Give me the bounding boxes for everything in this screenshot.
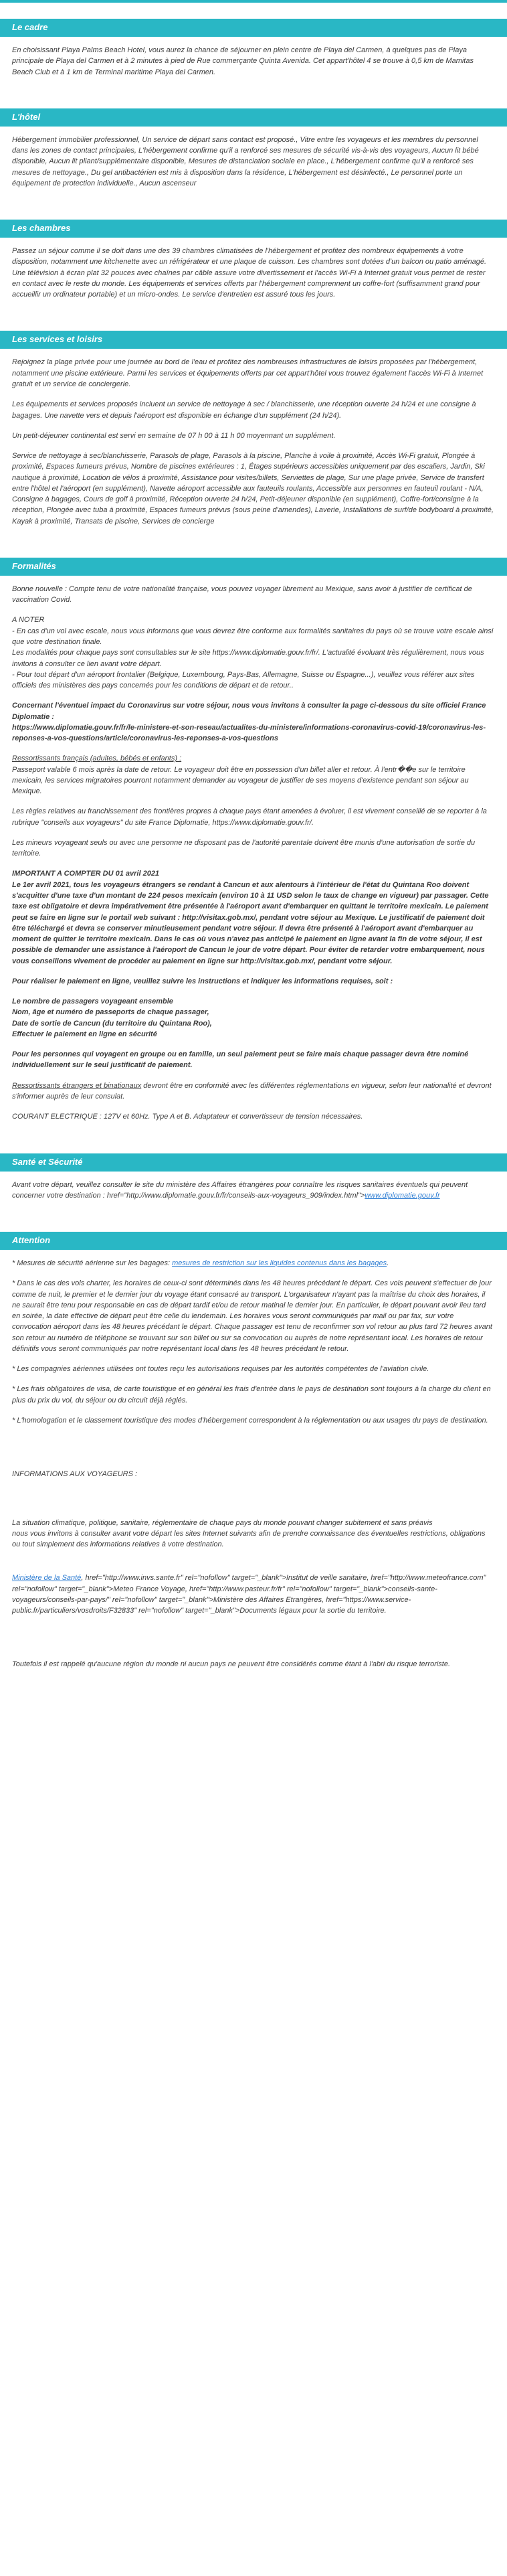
section-sante-securite bbox=[0, 1153, 507, 1202]
sites-utiles-links bbox=[12, 1573, 495, 1616]
services-intro: Rejoignez la plage privée pour une journée au bord de l'eau et profitez des nombreuses infrastructures de loisirs proposées par l'hébergement, notamment une piscine extérieure. Parmi les services et équipements offerts par cet appart'hôtel vous trouvez également l'accès Wi-Fi à Internet gratuit et un service de conciergerie. bbox=[12, 358, 484, 388]
formalites-bonne-nouvelle: Bonne nouvelle : Compte tenu de votre nationalité française, vous pouvez voyager librement au Mexique, sans avoir à justifier de certificat de vaccination Covid. bbox=[12, 584, 472, 605]
top-accent-bar bbox=[0, 0, 507, 3]
visitax-notice: Le 1er avril 2021, tous les voyageurs étrangers se rendant à Cancun et aux alentours à l'intérieur de l'état du Quintana Roo doivent s'acquitter d'une taxe d'un montant de 224 pesos mexicain (environ 10 à 11 USD selon le taux de change en vigueur) par passager. Cette taxe est obligatoire et devra impérativement être présentée à l'aéroport avant d'embarquer en quittant le territoire mexicain. Le paiement peut se faire en ligne sur le portail web suivant : http://visitax.gob.mx/, pendant votre séjour au Mexique. Le justificatif de paiement doit être téléchargé et devra se conserver minutieusement pendant votre séjour. Il devra être présenté à l'aéroport avant d'embarquer au moment de quitter le territoire mexicain. Dans le cas où vous n'avez pas anticipé le paiement en ligne avant la fin de votre séjour, il est possible de demander une assistance à l'aéroport de Cancun le jour de votre départ. Pour éviter de retarder votre embarquement, nous vous conseillons vivement de procéder au paiement en ligne sur http://visitax.gob.mx/, pendant votre séjour. bbox=[12, 880, 489, 965]
formalites-a-noter-block bbox=[12, 615, 495, 691]
section-attention bbox=[0, 1232, 507, 1616]
sites-utiles-raw-text: , href="http://www.invs.sante.fr" rel="nofollow" target="_blank">Institut de veille sanitaire, href="http://www.meteofrance.com" rel="nofollow" target="_blank">Meteo France Voyage, href="http://www.pasteur.fr/fr" rel="nofollow" target="_blank">conseils-sante-voyageurs/conseils-par-pays/" rel="nofollow" target="_blank">Ministère des Affaires Etrangères, href="https://www.service-public.fr/particuliers/vosdroits/F32833" rel="nofollow" target="_blank">Documents légaux pour la sortie du territoire. bbox=[12, 1574, 486, 1615]
paiement-item-identite: Nom, âge et numéro de passeports de chaque passager, bbox=[12, 1008, 209, 1017]
restriction-liquides-link[interactable]: mesures de restriction sur les liquides contenus dans les bagages bbox=[172, 1259, 387, 1268]
section-title-services-loisirs: Les services et loisirs bbox=[12, 334, 103, 345]
compagnies-aeriennes-notice: * Les compagnies aériennes utilisées ont toutes reçu les autorisations requises par les autorités compétentes de l'aviation civile. bbox=[12, 1365, 429, 1374]
ressortissants-francais-heading: Ressortissants français (adultes, bébés et enfants) : bbox=[12, 754, 182, 763]
bagages-notice bbox=[12, 1258, 495, 1269]
homologation-notice: * L'homologation et le classement touristique des modes d'hébergement correspondent à la réglementation ou aux usages du pays de destination. bbox=[12, 1416, 488, 1425]
chambres-description: Passez un séjour comme il se doit dans une des 39 chambres climatisées de l'hébergement et profitez des nombreux équipements à votre disposition, notamment une kitchenette avec un réfrigérateur et une plaque de cuisson. Les chambres sont dotées d'un balcon ou patio aménagé. Une télévision à écran plat 32 pouces avec chaînes par câble assure votre divertissement et l'accès Wi-Fi à Internet gratuit vous permet de rester en contact avec le reste du monde. Les équipements et services offerts par l'hébergement comprennent un coffre-fort (suffisamment grand pour accueillir un ordinateur portable) et un micro-ondes. Le service d'entretien est assuré tous les jours. bbox=[12, 247, 487, 299]
ressortissants-etrangers-label: Ressortissants étrangers et binationaux bbox=[12, 1081, 142, 1090]
section-header-le-cadre bbox=[0, 19, 507, 37]
formalites-important-block bbox=[12, 868, 495, 966]
paiement-item-date-sortie: Date de sortie de Cancun (du territoire du Quintana Roo), bbox=[12, 1019, 212, 1028]
passeport-conditions: Passeport valable 6 mois après la date de retour. Le voyageur doit être en possession d'un billet aller et retour. À l'entr��e sur le territoire mexicain, les services migratoires pourront notamment demander au voyageur de justifier de ses moyens d'existence pendant son séjour au Mexique. bbox=[12, 765, 469, 796]
a-noter-modalites: Les modalités pour chaque pays sont consultables sur le site https://www.diplomatie.gouv.fr/fr/. L'actualité évoluant très régulièrement, nous vous invitons à consulter ce lien avant votre départ. bbox=[12, 649, 484, 668]
paiement-items-list bbox=[12, 996, 495, 1040]
section-hotel bbox=[0, 108, 507, 189]
section-formalites bbox=[0, 558, 507, 1123]
section-title-attention: Attention bbox=[12, 1235, 51, 1246]
section-header-hotel bbox=[0, 108, 507, 127]
paiement-groupe-famille: Pour les personnes qui voyagent en groupe ou en famille, un seul paiement peut se faire mais chaque passager devra être nominé individuellement sur le seul justificatif de paiement. bbox=[12, 1050, 469, 1070]
formalites-regles-frontieres: Les règles relatives au franchissement des frontières propres à chaque pays étant amenées à évoluer, il est vivement conseillé de se reporter à la rubrique "conseils aux voyageurs" du site France Diplomatie, https://www.diplomatie.gouv.fr/. bbox=[12, 807, 487, 827]
paiement-item-securite: Effectuer le paiement en ligne en sécurité bbox=[12, 1030, 157, 1038]
diplomatie-gouv-link[interactable]: www.diplomatie.gouv.fr bbox=[365, 1191, 440, 1200]
informations-voyageurs-heading: INFORMATIONS AUX VOYAGEURS : bbox=[12, 1470, 138, 1479]
situation-pays-block bbox=[12, 1518, 495, 1550]
section-title-chambres: Les chambres bbox=[12, 223, 71, 234]
ministere-sante-link[interactable]: Ministère de la Santé bbox=[12, 1574, 82, 1583]
formalites-coronavirus-block bbox=[12, 700, 495, 744]
coronavirus-url: https://www.diplomatie.gouv.fr/fr/le-ministere-et-son-reseau/actualites-du-ministere/informations-coronavirus-covid-19/coronavirus-les-reponses-a-vos-questions/article/coronavirus-les-reponses-a-vos-questions bbox=[12, 723, 486, 743]
risque-terroriste-note: Toutefois il est rappelé qu'aucune région du monde ni aucun pays ne peuvent être considérés comme étant à l'abri du risque terroriste. bbox=[12, 1660, 451, 1669]
a-noter-heading: A NOTER bbox=[12, 616, 45, 625]
a-noter-escale: - En cas d'un vol avec escale, nous vous informons que vous devrez être conforme aux formalités sanitaires du pays où se trouve votre escale ainsi que votre destination finale. bbox=[12, 627, 494, 646]
section-chambres bbox=[0, 220, 507, 300]
vols-charter-notice: * Dans le cas des vols charter, les horaires de ceux-ci sont déterminés dans les 48 heures précédant le départ. Ces vols peuvent s'effectuer de jour comme de nuit, le premier et le dernier jour du voyage étant consacré au transport. L'organisateur n'ayant pas la maîtrise du choix des horaires, il ne saurait être tenu pour responsable en cas de départ tardif et/ou de retour matinal le dernier jour. En particulier, le départ pouvant avoir lieu tard en soirée, la date effective de départ peut être celle du lendemain. Les horaires vous seront communiqués par mail ou par fax, sur votre convocation aéroport dans les 48 heures précédant le départ. Chaque passager est tenu de reconfirmer son vol retour au plus tard 72 heures avant son retour au numéro de téléphone se trouvant sur son billet ou sur sa convocation ou auprès de notre représentant local. Les horaires de retour définitifs vous seront communiqués par notre représentant local dans les 48 heures précédant le retour. bbox=[12, 1279, 492, 1353]
section-title-hotel: L'hôtel bbox=[12, 111, 41, 122]
services-equipements: Les équipements et services proposés incluent un service de nettoyage à sec / blanchisserie, une réception ouverte 24 h/24 et une consigne à bagages. Une navette vers et depuis l'aéroport est disponible en échange d'un supplément (24 h/24). bbox=[12, 400, 476, 420]
services-petit-dejeuner: Un petit-déjeuner continental est servi en semaine de 07 h 00 à 11 h 00 moyennant un supplément. bbox=[12, 431, 336, 440]
courant-electrique: COURANT ELECTRIQUE : 127V et 60Hz. Type A et B. Adaptateur et convertisseur de tension nécessaires. bbox=[12, 1113, 363, 1121]
ressortissants-etrangers bbox=[12, 1080, 495, 1103]
section-header-formalites bbox=[0, 558, 507, 576]
paiement-item-passagers: Le nombre de passagers voyageant ensemble bbox=[12, 997, 173, 1006]
formalites-mineurs: Les mineurs voyageant seuls ou avec une personne ne disposant pas de l'autorité parentale doivent être munis d'une autorisation de sortie du territoire. bbox=[12, 838, 476, 858]
situation-pays-1: La situation climatique, politique, sanitaire, réglementaire de chaque pays du monde pouvant changer subitement et sans préavis bbox=[12, 1518, 433, 1527]
formalites-ressortissants-francais-block bbox=[12, 753, 495, 797]
coronavirus-notice: Concernant l'éventuel impact du Coronavirus sur votre séjour, nous vous invitons à consulter la page ci-dessous du site officiel France Diplomatie : bbox=[12, 702, 486, 721]
cadre-description: En choisissant Playa Palms Beach Hotel, vous aurez la chance de séjourner en plein centre de Playa del Carmen, à quelques pas de Playa principale de Playa del Carmen et à 2 minutes à pied de Rue commerçante Quinta Avenida. Cet appart'hôtel 4 se trouve à 0,5 km de Mamitas Beach Club et à 1 km de Terminal maritime Playa del Carmen. bbox=[12, 46, 474, 76]
ressortissants-etrangers-text: devront être en conformité avec les différentes réglementations en vigueur, selon leur nationalité et devront s'informer auprès de leur consulat. bbox=[12, 1081, 492, 1101]
services-liste: Service de nettoyage à sec/blanchisserie, Parasols de plage, Parasols à la piscine, Planche à voile à proximité, Accès Wi-Fi gratuit, Plongée à proximité, Espaces fumeurs prévus, Nombre de piscines extérieures : 1, Étages supérieurs accessibles uniquement par des escaliers, Jardin, Ski nautique à proximité, Location de vélos à proximité, Assistance pour visites/billets, Serviettes de plage, Sur une plage privée, Service de transfert entre l'hôtel et l'aéroport (en supplément), Navette aéroport accessible aux fauteuils roulants, Accessible aux personnes en fauteuil roulant - N/A, Consigne à bagages, Cours de golf à proximité, Réception ouverte 24 h/24, Petit-déjeuner disponible (en supplément), Coffre-fort/consigne à la réception, Plongée avec tuba à proximité, Espaces fumeurs prévus (sous peine d'amendes), Laverie, Installations de surf/de bodyboard à proximité, Kayak à proximité, Transats de piscine, Services de concierge bbox=[12, 452, 494, 526]
hotel-description: Hébergement immobilier professionnel, Un service de départ sans contact est proposé., Vitre entre les voyageurs et les membres du personnel dans les zones de contact principales, L'hébergement confirme qu'il a renforcé ses mesures de sécurité vis-à-vis des voyageurs, Aucun lit bébé disponible, Aucun lit pliant/supplémentaire disponible, Mesures de distanciation sociale en place., L'hébergement confirme qu'il a renforcé ses mesures de nettoyage., Du gel antibactérien est mis à disposition dans la résidence, L'hébergement est désinfecté., Le personnel porte un équipement de protection individuelle., Aucun ascenseur bbox=[12, 135, 479, 187]
section-title-sante-securite: Santé et Sécurité bbox=[12, 1156, 83, 1167]
paiement-instructions-intro: Pour réaliser le paiement en ligne, veuillez suivre les instructions et indiquer les informations requises, soit : bbox=[12, 977, 393, 985]
section-title-formalites: Formalités bbox=[12, 560, 56, 571]
sante-description bbox=[12, 1180, 495, 1202]
situation-pays-2: nous vous invitons à consulter avant votre départ les sites Internet suivants afin de prendre connaissance des éventuelles restrictions, obligations ou tout simplement des informations relatives à votre destination. bbox=[12, 1529, 486, 1549]
section-header-chambres bbox=[0, 220, 507, 238]
important-heading: IMPORTANT A COMPTER DU 01 avril 2021 bbox=[12, 870, 160, 878]
section-title-le-cadre: Le cadre bbox=[12, 22, 48, 32]
bagages-text: * Mesures de sécurité aérienne sur les bagages: bbox=[12, 1259, 173, 1268]
section-header-attention bbox=[0, 1232, 507, 1250]
section-services-loisirs bbox=[0, 331, 507, 526]
section-le-cadre bbox=[0, 19, 507, 78]
section-header-sante-securite bbox=[0, 1153, 507, 1172]
sante-text: Avant votre départ, veuillez consulter le site du ministère des Affaires étrangères pour connaître les risques sanitaires éventuels qui peuvent concerner votre destination : href="http://www.diplomatie.gouv.fr/fr/conseils-aux-voyageurs_909/index.html"> bbox=[12, 1180, 468, 1200]
bagages-period: . bbox=[387, 1259, 389, 1268]
frais-visa-notice: * Les frais obligatoires de visa, de carte touristique et en général les frais d'entrée dans le pays de destination sont toujours à la charge du client en plus du prix du vol, du séjour ou du circuit déjà réglés. bbox=[12, 1385, 491, 1404]
a-noter-aeroport-frontalier: - Pour tout départ d'un aéroport frontalier (Belgique, Luxembourg, Pays-Bas, Allemagne, Suisse ou Espagne...), veuillez vous référer aux sites officiels des ministères des pays concernés pour les conditions de départ et de retour.. bbox=[12, 670, 475, 690]
section-header-services-loisirs bbox=[0, 331, 507, 349]
